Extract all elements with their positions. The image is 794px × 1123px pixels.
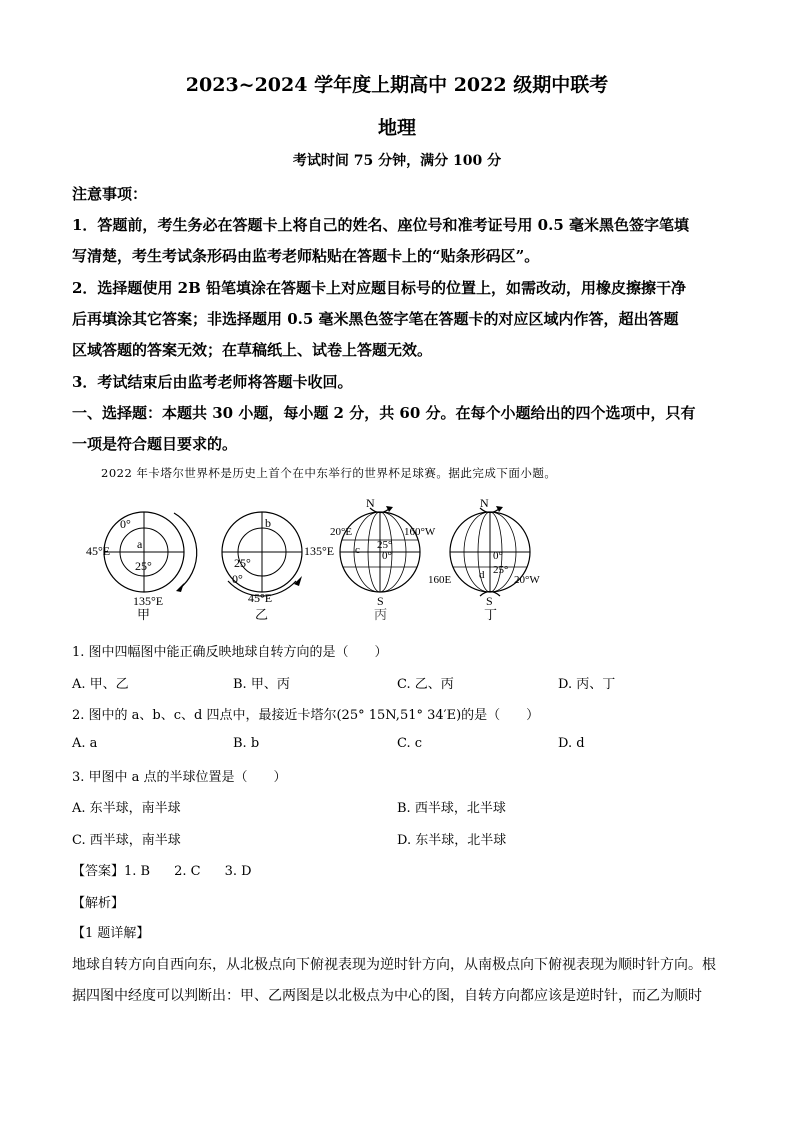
- question-1-option-c[interactable]: C. 乙、丙: [397, 677, 454, 692]
- diagram-yi: [222, 512, 334, 622]
- notice-line: 写清楚，考生考试条形码由监考老师粘贴在答题卡上的“贴条形码区”。: [72, 247, 540, 265]
- exam-title: 2023~2024 学年度上期高中 2022 级期中联考: [185, 74, 609, 96]
- diagram-name: 丙: [374, 607, 388, 622]
- label-lon-bottom: 135°E: [133, 594, 164, 608]
- label-lon-right: 20°W: [514, 574, 540, 586]
- question-2-option-c[interactable]: C. c: [397, 736, 423, 751]
- label-lon-right: 160°W: [404, 526, 436, 538]
- question-2-option-b[interactable]: B. b: [233, 736, 260, 751]
- question-2-option-a[interactable]: A. a: [72, 736, 98, 751]
- rotation-arrow-icon: [174, 513, 197, 589]
- label-equator: 0°: [382, 550, 392, 562]
- label-equator: 0°: [493, 550, 503, 562]
- point-c: c: [355, 544, 360, 556]
- question-3-option-a[interactable]: A. 东半球，南半球: [72, 801, 181, 816]
- question-1-option-d[interactable]: D. 丙、丁: [558, 677, 616, 692]
- diagram-name: 丁: [484, 607, 498, 622]
- point-d: d: [479, 569, 485, 581]
- question-intro: 2022 年卡塔尔世界杯是历史上首个在中东举行的世界杯足球赛。据此完成下面小题。: [101, 466, 557, 480]
- question-1-option-a[interactable]: A. 甲、乙: [72, 677, 129, 692]
- question-1-option-b[interactable]: B. 甲、丙: [233, 677, 290, 692]
- label-lon-left: 0°: [232, 572, 243, 586]
- section-heading: 一、选择题：本题共 30 小题，每小题 2 分，共 60 分。在每个小题给出的四个选项中，只有: [72, 404, 696, 422]
- question-1-stem: 1. 图中四幅图中能正确反映地球自转方向的是（ ）: [72, 645, 388, 660]
- answer-line: [72, 860, 252, 879]
- answer-item: 2. C: [174, 864, 201, 879]
- pole-n: N: [366, 496, 375, 510]
- question-2-stem: 2. 图中的 a、b、c、d 四点中，最接近卡塔尔(25° 15N,51° 34′E)的是（ ）: [72, 708, 540, 723]
- question-3-option-d[interactable]: D. 东半球，北半球: [397, 833, 507, 848]
- answer-item: 1. B: [124, 864, 151, 879]
- analysis-line: 据四图中经度可以判断出：甲、乙两图是以北极点为中心的图，自转方向都应该是逆时针，而乙为顺时: [72, 988, 702, 1004]
- notice-line: 后再填涂其它答案；非选择题用 0.5 毫米黑色签字笔在答题卡的对应区域内作答，超出答题: [72, 310, 679, 328]
- question-2-option-d[interactable]: D. d: [558, 736, 585, 751]
- label-lon-left: 45°E: [86, 544, 111, 558]
- notice-heading: 注意事项：: [72, 185, 148, 203]
- time-note: 考试时间 75 分钟，满分 100 分: [292, 153, 502, 169]
- subject-title: 地理: [377, 117, 416, 139]
- notice-line: 区域答题的答案无效；在草稿纸上、试卷上答题无效。: [72, 341, 433, 359]
- label-lon-left: 160E: [428, 574, 452, 586]
- earth-rotation-figure-ding: [420, 495, 560, 630]
- question-3-option-b[interactable]: B. 西半球，北半球: [397, 801, 506, 816]
- diagram-name: 乙: [255, 607, 269, 622]
- label-lat: 25°: [493, 564, 509, 576]
- analysis-line: 地球自转方向自西向东，从北极点向下俯视表现为逆时针方向，从南极点向下俯视表现为顺时针方向。根: [72, 957, 716, 973]
- label-lat: 25°: [135, 559, 152, 573]
- answer-item: 3. D: [224, 864, 252, 879]
- pole-n: N: [480, 496, 489, 510]
- label-lon-top: 0°: [120, 517, 131, 531]
- label-lat: 25°: [234, 556, 251, 570]
- pole-s: S: [377, 594, 384, 608]
- question-3-stem: 3. 甲图中 a 点的半球位置是（ ）: [72, 770, 287, 785]
- answer-label: 【答案】: [72, 864, 125, 879]
- earth-rotation-figure: [80, 495, 460, 630]
- diagram-jia: [86, 512, 197, 622]
- question-3-option-c[interactable]: C. 西半球，南半球: [72, 833, 181, 848]
- diagram-name: 甲: [137, 607, 151, 622]
- label-lat: 25°: [377, 539, 393, 551]
- point-a: a: [137, 537, 143, 551]
- label-lon-bottom: 45°E: [248, 591, 273, 605]
- label-lon-left: 20°E: [330, 526, 353, 538]
- notice-line: 2．选择题使用 2B 铅笔填涂在答题卡上对应题目标号的位置上，如需改动，用橡皮擦擦干净: [72, 279, 687, 297]
- notice-line: 3．考试结束后由监考老师将答题卡收回。: [72, 373, 353, 391]
- label-lon-right: 135°E: [304, 544, 335, 558]
- notice-line: 1．答题前，考生务必在答题卡上将自己的姓名、座位号和准考证号用 0.5 毫米黑色签字笔填: [72, 216, 689, 234]
- diagram-ding: [428, 496, 540, 622]
- pole-s: S: [486, 594, 493, 608]
- point-b: b: [265, 516, 271, 530]
- analysis-sub-heading: 【1 题详解】: [72, 926, 150, 941]
- section-heading-cont: 一项是符合题目要求的。: [72, 435, 238, 453]
- analysis-label: 【解析】: [72, 896, 125, 911]
